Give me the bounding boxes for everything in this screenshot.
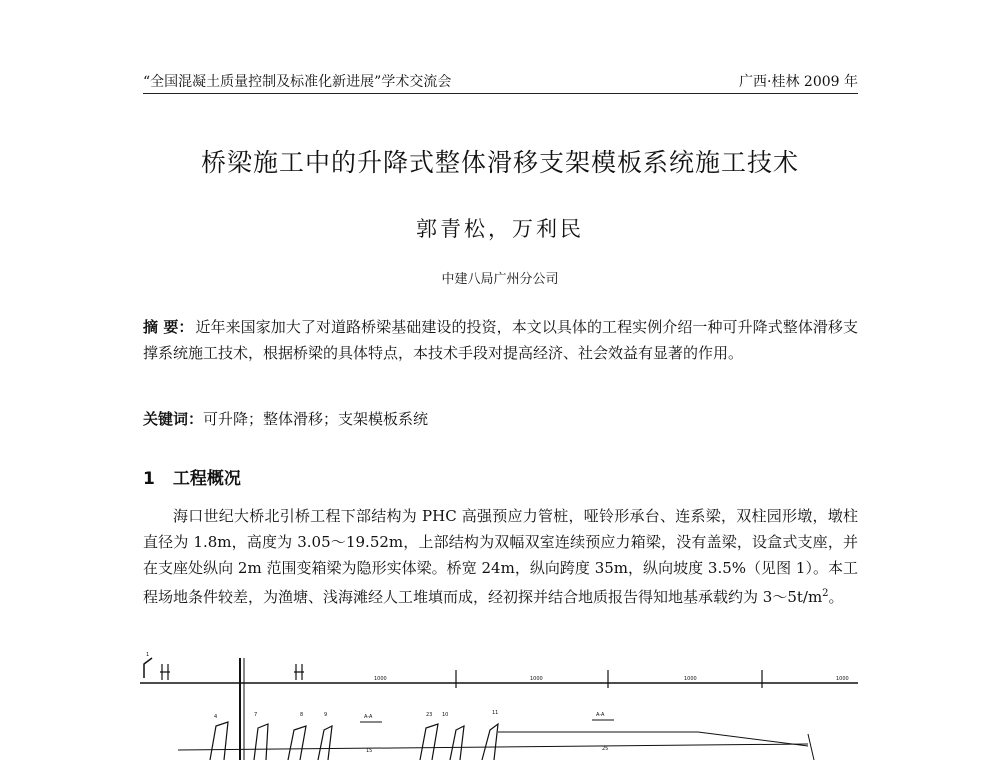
figure-label: 4 [214, 714, 218, 720]
figure-label: 23 [426, 712, 433, 718]
place-year: 广西·桂林 2009 年 [739, 74, 858, 90]
section-number: 1 [143, 469, 155, 489]
paper-authors: 郭青松，万利民 [416, 217, 584, 241]
columns [210, 722, 498, 760]
figure-labels [146, 652, 849, 754]
figure-label: 10 [442, 712, 449, 718]
span-label: 1000 [374, 676, 387, 682]
section-markers [360, 720, 614, 722]
keywords [143, 408, 858, 429]
paragraph-superscript: 2 [822, 588, 829, 599]
paper-affiliation: 中建八局广州分公司 [441, 272, 559, 287]
span-label: 1000 [836, 676, 849, 682]
left-bracket-mark [144, 658, 152, 678]
figure-label: 25 [602, 746, 609, 752]
running-header [143, 69, 858, 94]
figure-label: 9 [324, 712, 328, 718]
figure-label: 7 [254, 712, 258, 718]
body-paragraph [143, 503, 858, 610]
abstract-text: 近年来国家加大了对道路桥梁基础建设的投资，本文以具体的工程实例介绍一种可升降式整体滑移支撑系统施工技术，根据桥梁的具体特点，本技术手段对提高经济、社会效益有显著的作用。 [143, 318, 858, 362]
figure-label: 1 [146, 652, 150, 658]
paragraph-main: 海口世纪大桥北引桥工程下部结构为 PHC 高强预应力管桩，哑铃形承台、连系梁，双柱园形墩，墩柱直径为 1.8m，高度为 3.05～19.52m，上部结构为双幅双室连续预应力箱梁，没有盖梁，设盒式支座，并在支座处纵向 2m 范围变箱梁为隐形实体梁。桥宽 24m，纵向跨度 35m，纵向坡度 3.5%（见图 1）。本工程场地条件较差，为渔塘、浅海滩经人工堆填而成，经初探并结合地质报告得知地基承载约为 3～5t/m [143, 507, 858, 606]
keywords-label: 关键词： [143, 410, 204, 428]
conference-name: “全国混凝土质量控制及标准化新进展”学术交流会 [143, 74, 452, 90]
span-label: 1000 [530, 676, 543, 682]
section-title: 工程概况 [172, 469, 241, 489]
figure-label: 15 [366, 748, 373, 754]
figure-label: A-A [596, 712, 605, 718]
paragraph-end: 。 [828, 588, 844, 606]
figure-label: A-A [364, 714, 373, 720]
paper-title: 桥梁施工中的升降式整体滑移支架模板系统施工技术 [200, 148, 799, 177]
keywords-text: 可升降；整体滑移；支架模板系统 [203, 410, 429, 428]
figure-label: 11 [492, 710, 499, 716]
figure-label: 8 [300, 712, 304, 718]
figure-1-bridge-elevation [138, 650, 862, 760]
abstract [143, 314, 858, 366]
pier-marks [160, 658, 762, 760]
abstract-label: 摘 要： [143, 318, 194, 336]
section-heading [143, 464, 241, 489]
span-label: 1000 [684, 676, 697, 682]
bridge-elevation-drawing [138, 650, 862, 760]
